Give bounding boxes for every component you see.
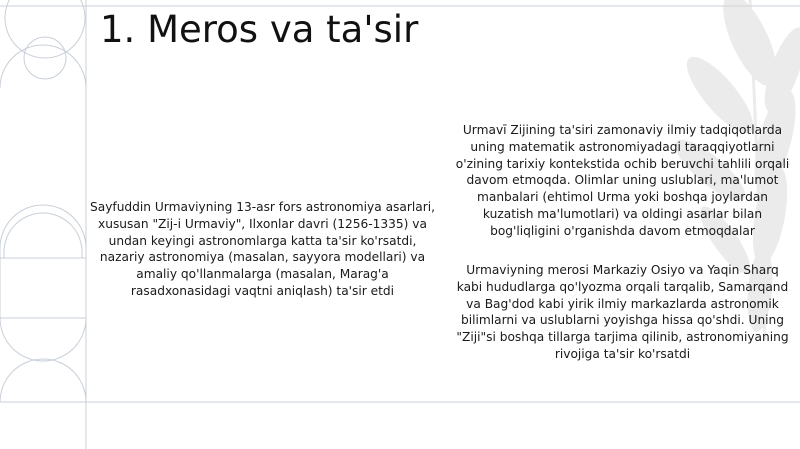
right-paragraph-1: Urmavī Zijining ta'siri zamonaviy ilmiy tadqiqotlarda uning matematik astronomiyadagi taraqqiyotlarni o'zining tarixiy kontekstida ochib beruvchi tahlili orqali davom etmoqda. Olimlar uning uslublari, ma'lumot manbalari (ehtimol Urma yoki boshqa joylardan kuzatish ma'lumotlari) va oldingi asarlar bilan bog'liqligini o'rganishda davom etmoqdalar [455, 123, 790, 238]
slide-title: 1. Meros va ta'sir [100, 8, 419, 51]
top-arch-outline [0, 45, 86, 88]
left-paragraph: Sayfuddin Urmaviyning 13-asr fors astronomiya asarlari, xususan "Zij-i Urmaviy", Ilxonlar davri (1256-1335) va undan keyingi astronomlarga katta ta'sir ko'rsatdi, nazariy astronomiya (masalan, sayyora modellari) va amaliy qo'llanmalarga (masalan, Marag'a rasadxonasidagi vaqtni aniqlash) ta'sir etdi [90, 200, 436, 298]
inner-arch-outline [4, 213, 82, 258]
right-paragraph-2: Urmaviyning merosi Markaziy Osiyo va Yaqin Sharq kabi hududlarga qo'lyozma orqali tarqalib, Samarqand va Bag'dod kabi yirik ilmiy markazlarda astronomik bilimlarni va uslublarni yoyishga hissa qo'shdi. Uning "Ziji"si boshqa tillarga tarjima qilinib, astronomiyaning rivojiga ta'sir ko'rsatdi [456, 263, 789, 361]
bowl-outline [0, 318, 86, 361]
bottom-arch-outline [0, 359, 86, 402]
top-circle-outline [5, 0, 85, 58]
arch-base-rect [0, 258, 86, 318]
